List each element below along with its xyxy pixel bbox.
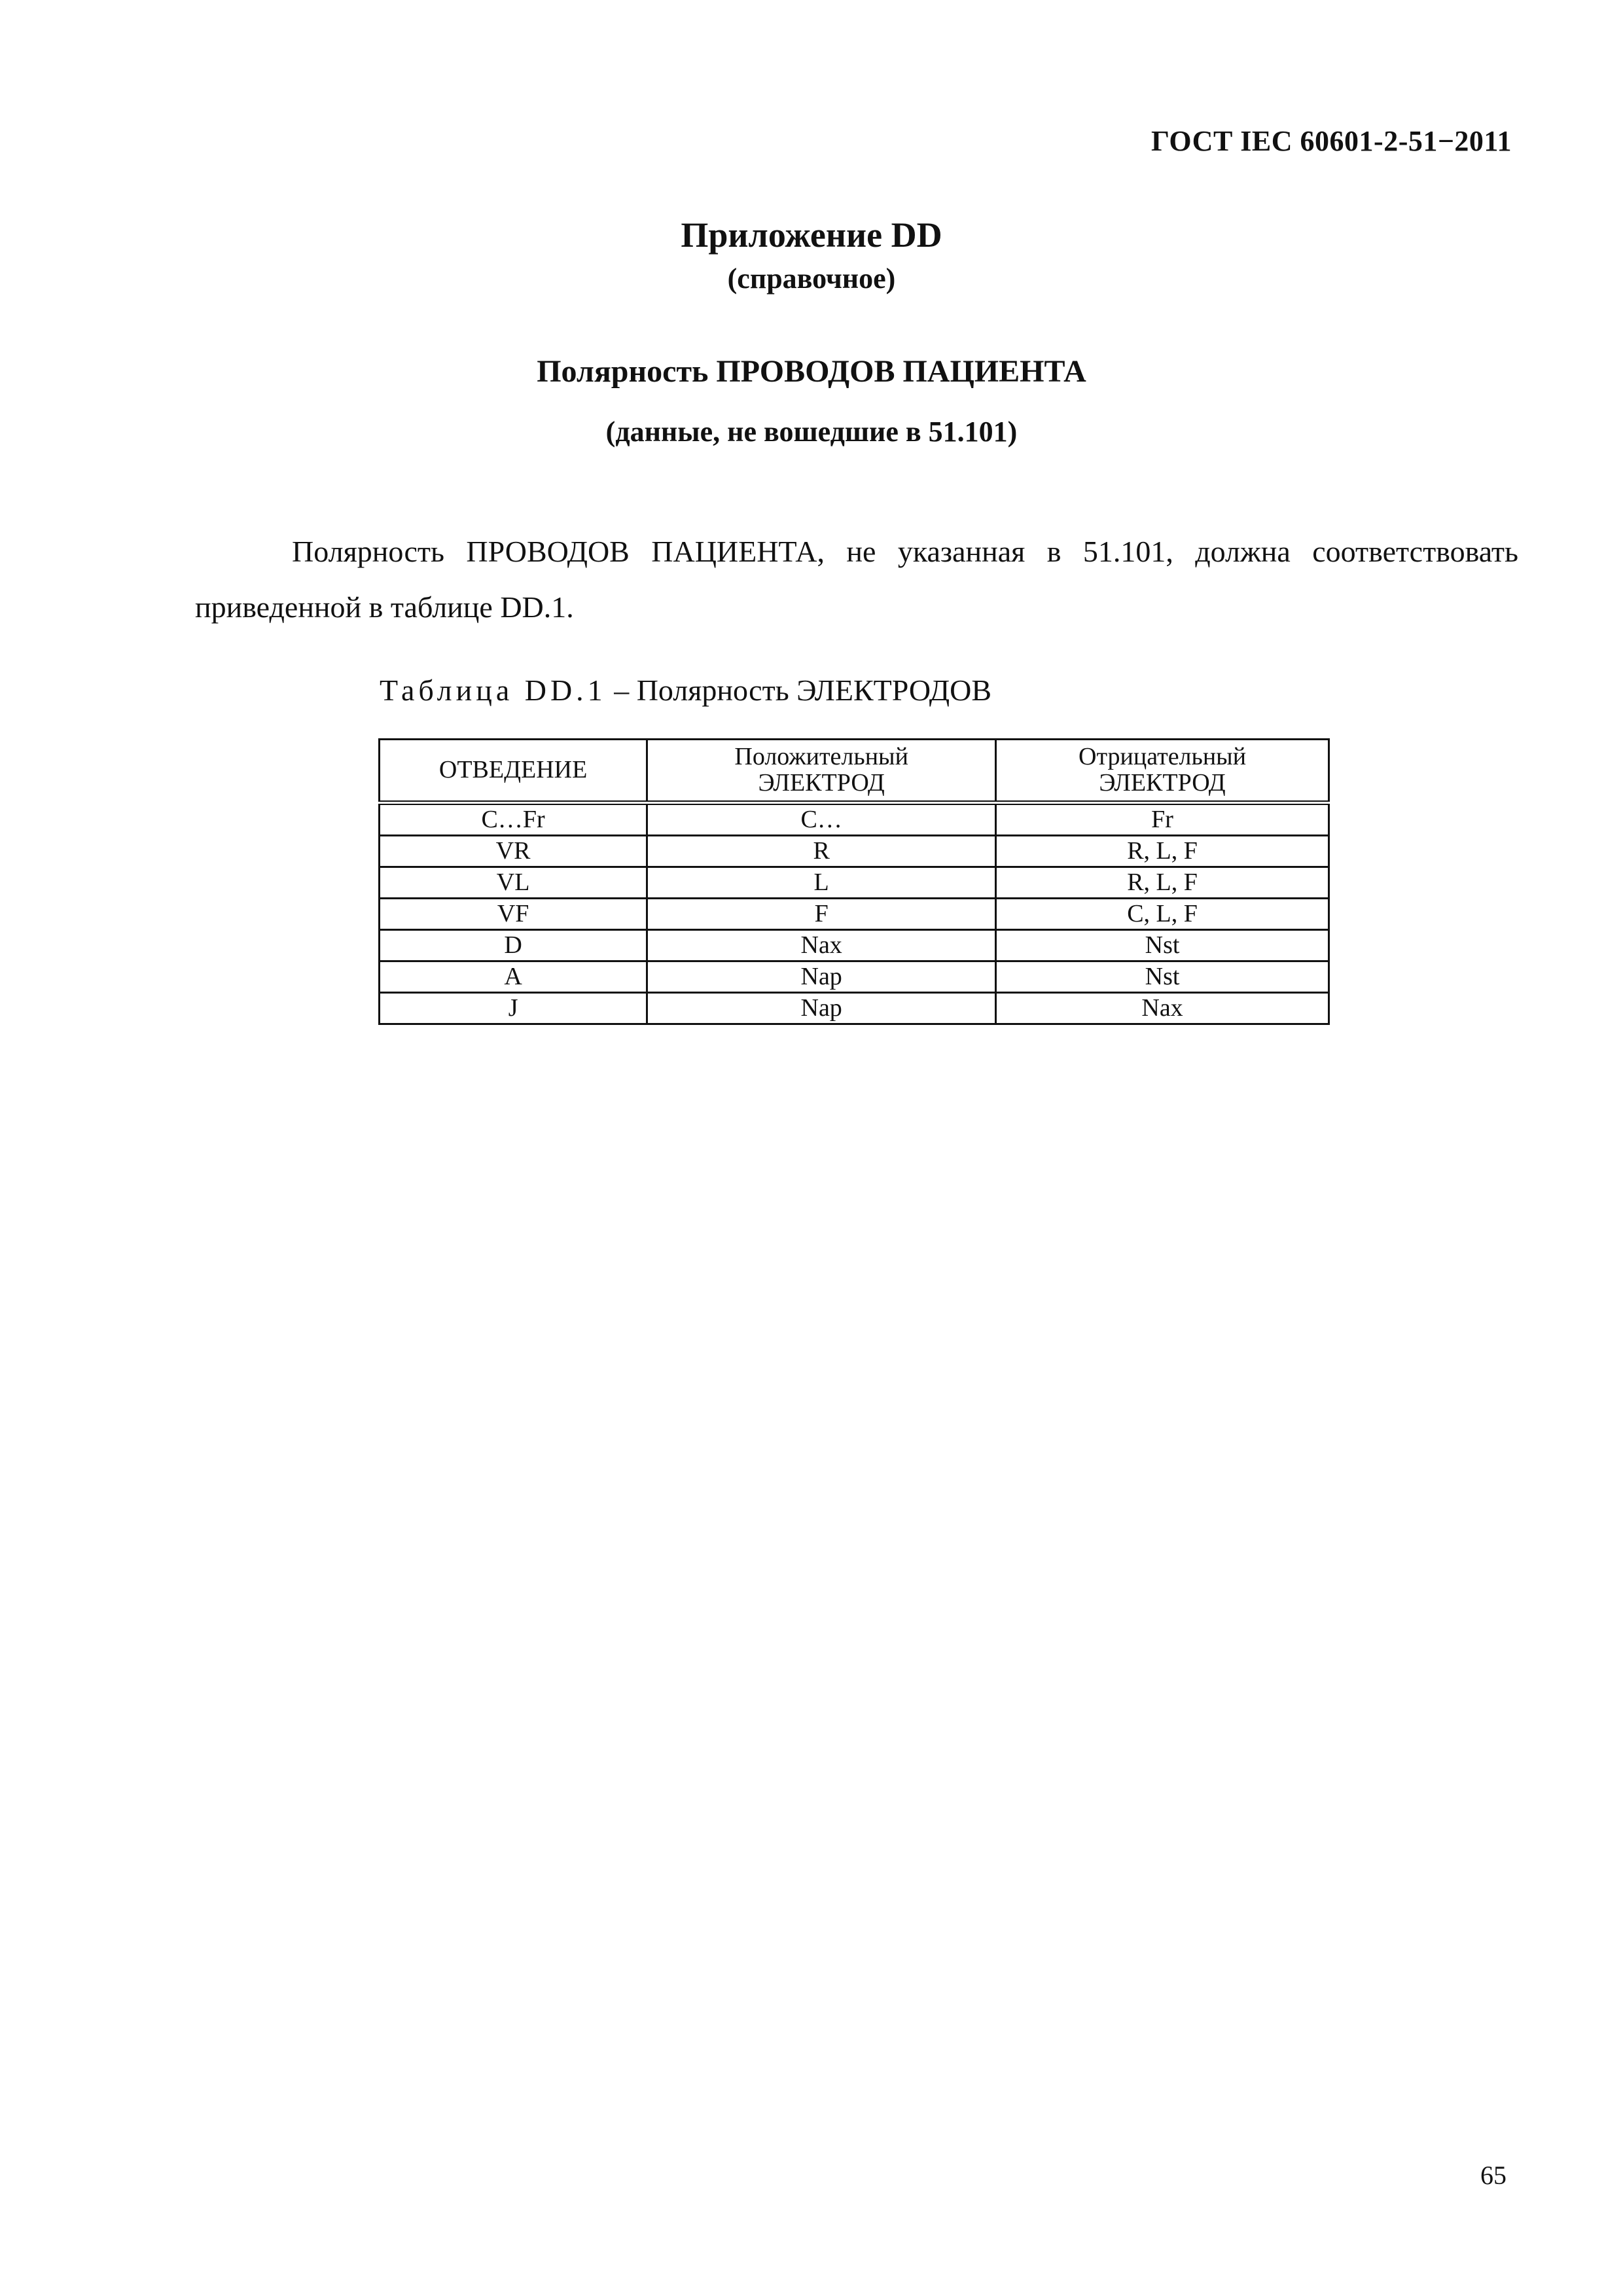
- annex-note: (справочное): [727, 262, 896, 295]
- table-row: [380, 930, 1329, 961]
- cell-negative: Nst: [996, 930, 1329, 961]
- cell-negative: C, L, F: [996, 899, 1329, 930]
- header-lead: [380, 740, 647, 803]
- cell-lead: D: [380, 930, 647, 961]
- cell-positive: Nap: [647, 993, 996, 1024]
- cell-lead: VF: [380, 899, 647, 930]
- cell-positive: Nax: [647, 930, 996, 961]
- table-row: [380, 961, 1329, 993]
- header-negative-line2: ЭЛЕКТРОД: [1099, 769, 1226, 797]
- section-note: (данные, не вошедшие в 51.101): [605, 416, 1018, 448]
- table-caption-label: Таблица DD.1: [380, 673, 607, 707]
- cell-lead: VR: [380, 836, 647, 867]
- cell-negative: Nax: [996, 993, 1329, 1024]
- header-positive-line2: ЭЛЕКТРОД: [758, 769, 885, 797]
- table-row: [380, 803, 1329, 836]
- body-paragraph: Полярность ПРОВОДОВ ПАЦИЕНТА, не указанная в 51.101, должна соответствовать приведенной в таблице DD.1.: [195, 535, 1518, 624]
- header-negative-electrode: [996, 740, 1329, 803]
- table-row: [380, 836, 1329, 867]
- cell-negative: Nst: [996, 961, 1329, 993]
- cell-negative: R, L, F: [996, 867, 1329, 899]
- header-negative-line1: Отрицательный: [1079, 743, 1247, 771]
- table-row: [380, 993, 1329, 1024]
- polarity-table: [378, 738, 1330, 1025]
- cell-positive: R: [647, 836, 996, 867]
- cell-lead: A: [380, 961, 647, 993]
- section-title: Полярность ПРОВОДОВ ПАЦИЕНТА: [537, 354, 1086, 389]
- cell-positive: F: [647, 899, 996, 930]
- cell-negative: Fr: [996, 803, 1329, 836]
- table-caption-text: Полярность ЭЛЕКТРОДОВ: [636, 673, 992, 707]
- table-caption-dash: –: [614, 673, 630, 707]
- cell-positive: L: [647, 867, 996, 899]
- table-row: [380, 867, 1329, 899]
- cell-negative: R, L, F: [996, 836, 1329, 867]
- cell-positive: Nap: [647, 961, 996, 993]
- table-header-row: [380, 740, 1329, 803]
- table-row: [380, 899, 1329, 930]
- cell-lead: J: [380, 993, 647, 1024]
- page-number: 65: [1480, 2161, 1507, 2190]
- table-caption: [380, 673, 991, 708]
- header-positive-line1: Положительный: [734, 743, 908, 771]
- cell-lead: C…Fr: [380, 803, 647, 836]
- annex-title: Приложение DD: [681, 215, 942, 255]
- standard-code: ГОСТ IEC 60601-2-51−2011: [1151, 125, 1512, 157]
- header-positive-electrode: [647, 740, 996, 803]
- header-lead-text: ОТВЕДЕНИЕ: [438, 756, 588, 784]
- cell-lead: VL: [380, 867, 647, 899]
- cell-positive: C…: [647, 803, 996, 836]
